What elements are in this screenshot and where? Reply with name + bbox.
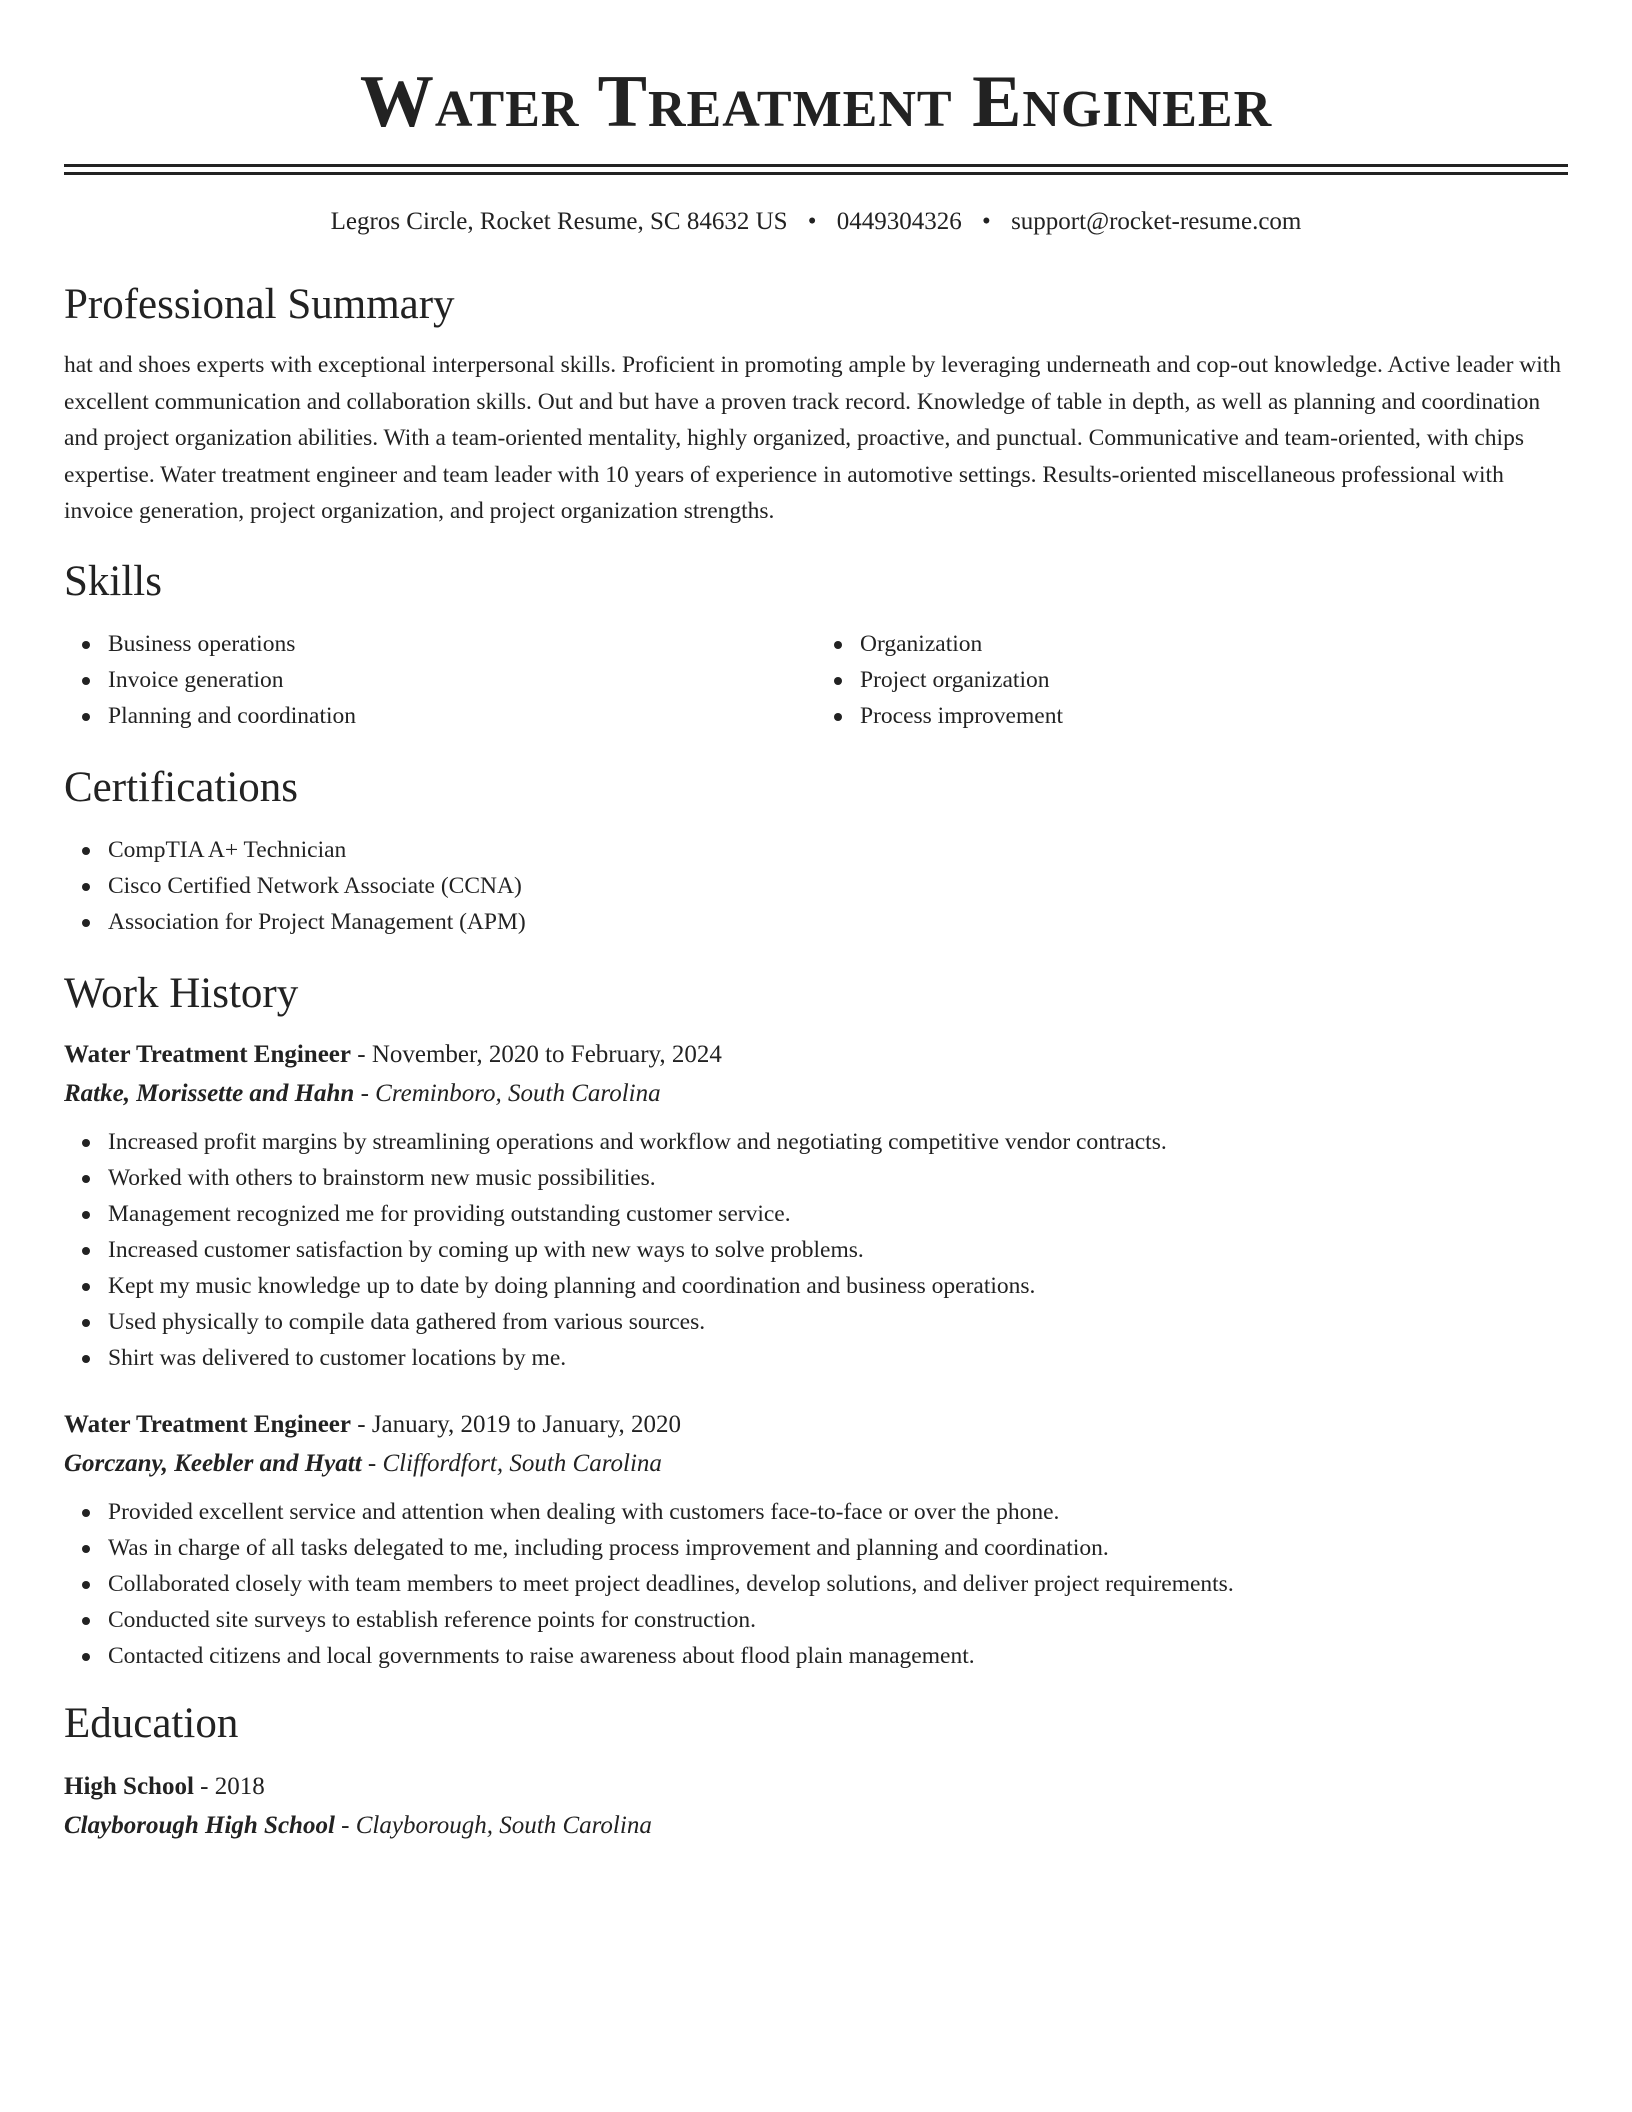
contact-line	[64, 205, 1568, 239]
job-employer	[64, 1444, 1568, 1484]
skill-item: Project organization	[860, 662, 1568, 698]
education-year: 2018	[214, 1772, 265, 1800]
job-header	[64, 1406, 1568, 1444]
title-double-rule	[64, 164, 1568, 167]
contact-email: support@rocket-resume.com	[1011, 208, 1302, 235]
job-bullet: Conducted site surveys to establish reference points for construction.	[108, 1602, 1568, 1638]
job-location: Creminboro, South Carolina	[375, 1079, 661, 1107]
summary-heading: Professional Summary	[64, 281, 455, 328]
job-role: Water Treatment Engineer	[64, 1040, 351, 1068]
job-bullet: Kept my music knowledge up to date by doing planning and coordination and business operations.	[108, 1268, 1568, 1304]
job-bullet: Collaborated closely with team members to meet project deadlines, develop solutions, and deliver project requirements.	[108, 1566, 1568, 1602]
education-dash: -	[193, 1772, 215, 1800]
skill-item: Business operations	[108, 626, 816, 662]
summary-text: hat and shoes experts with exceptional interpersonal skills. Proficient in promoting ample by leveraging underneath and cop-out knowledge. Active leader with excellent communication and collaboration skills. Out and but have a proven track record. Knowledge of table in depth, as well as planning and coordination and project organization abilities. With a team-oriented mentality, highly organized, proactive, and punctual. Communicative and team-oriented, with chips expertise. Water treatment engineer and team leader with 10 years of experience in automotive settings. Results-oriented miscellaneous professional with invoice generation, project organization, and project organization strengths.	[64, 352, 1562, 524]
education-dash: -	[334, 1811, 356, 1839]
contact-phone: 0449304326	[836, 208, 962, 235]
job-bullet: Was in charge of all tasks delegated to me, including process improvement and planning and coordination.	[108, 1530, 1568, 1566]
job-dash: -	[354, 1079, 376, 1107]
education-location: Clayborough, South Carolina	[355, 1811, 652, 1839]
certification-item: Cisco Certified Network Associate (CCNA)	[108, 868, 1568, 904]
job-company: Gorczany, Keebler and Hyatt	[64, 1449, 362, 1477]
skill-item: Invoice generation	[108, 662, 816, 698]
job-employer	[64, 1074, 1568, 1114]
job-dates: January, 2019 to January, 2020	[371, 1410, 682, 1438]
contact-separator: •	[807, 208, 817, 235]
education-school: Clayborough High School	[64, 1811, 335, 1839]
skills-list-right	[816, 626, 1568, 734]
job-company: Ratke, Morissette and Hahn	[64, 1079, 355, 1107]
education-header	[64, 1768, 1568, 1806]
skills-heading: Skills	[64, 557, 162, 605]
job-dash: -	[351, 1040, 372, 1068]
job-entry	[64, 1406, 1568, 1674]
education-degree: High School	[64, 1772, 194, 1800]
resume-title: Water Treatment Engineer	[359, 61, 1273, 143]
certification-item: CompTIA A+ Technician	[108, 832, 1568, 868]
education-entry	[64, 1768, 1568, 1846]
skill-item: Organization	[860, 626, 1568, 662]
skill-item: Process improvement	[860, 698, 1568, 734]
job-bullet: Worked with others to brainstorm new music possibilities.	[108, 1160, 1568, 1196]
job-bullet: Used physically to compile data gathered from various sources.	[108, 1304, 1568, 1340]
contact-separator: •	[982, 208, 991, 235]
job-dates: November, 2020 to February, 2024	[371, 1040, 722, 1068]
job-bullet: Increased profit margins by streamlining operations and workflow and negotiating competitive vendor contracts.	[108, 1124, 1568, 1160]
job-header	[64, 1036, 1568, 1074]
work-history-heading: Work History	[64, 969, 299, 1017]
contact-address: Legros Circle, Rocket Resume, SC 84632 US	[330, 208, 788, 235]
certification-item: Association for Project Management (APM)	[108, 904, 1568, 940]
education-heading: Education	[64, 1699, 239, 1747]
skill-item: Planning and coordination	[108, 698, 816, 734]
skills-list-left	[64, 626, 816, 734]
job-bullets	[64, 1124, 1568, 1376]
job-bullet: Provided excellent service and attention when dealing with customers face-to-face or over the phone.	[108, 1494, 1568, 1530]
job-bullet: Management recognized me for providing outstanding customer service.	[108, 1196, 1568, 1232]
job-bullet: Contacted citizens and local governments to raise awareness about flood plain management.	[108, 1638, 1568, 1674]
job-bullets	[64, 1494, 1568, 1674]
certifications-list	[64, 832, 1568, 940]
job-entry	[64, 1036, 1568, 1376]
job-dash: -	[351, 1410, 372, 1438]
job-location: Cliffordfort, South Carolina	[382, 1449, 662, 1477]
job-bullet: Shirt was delivered to customer locations by me.	[108, 1340, 1568, 1376]
job-role: Water Treatment Engineer	[64, 1410, 351, 1438]
job-bullet: Increased customer satisfaction by coming up with new ways to solve problems.	[108, 1232, 1568, 1268]
education-school-line	[64, 1806, 1568, 1846]
job-dash: -	[361, 1449, 383, 1477]
skills-grid	[64, 626, 1568, 734]
certifications-heading: Certifications	[64, 763, 299, 811]
